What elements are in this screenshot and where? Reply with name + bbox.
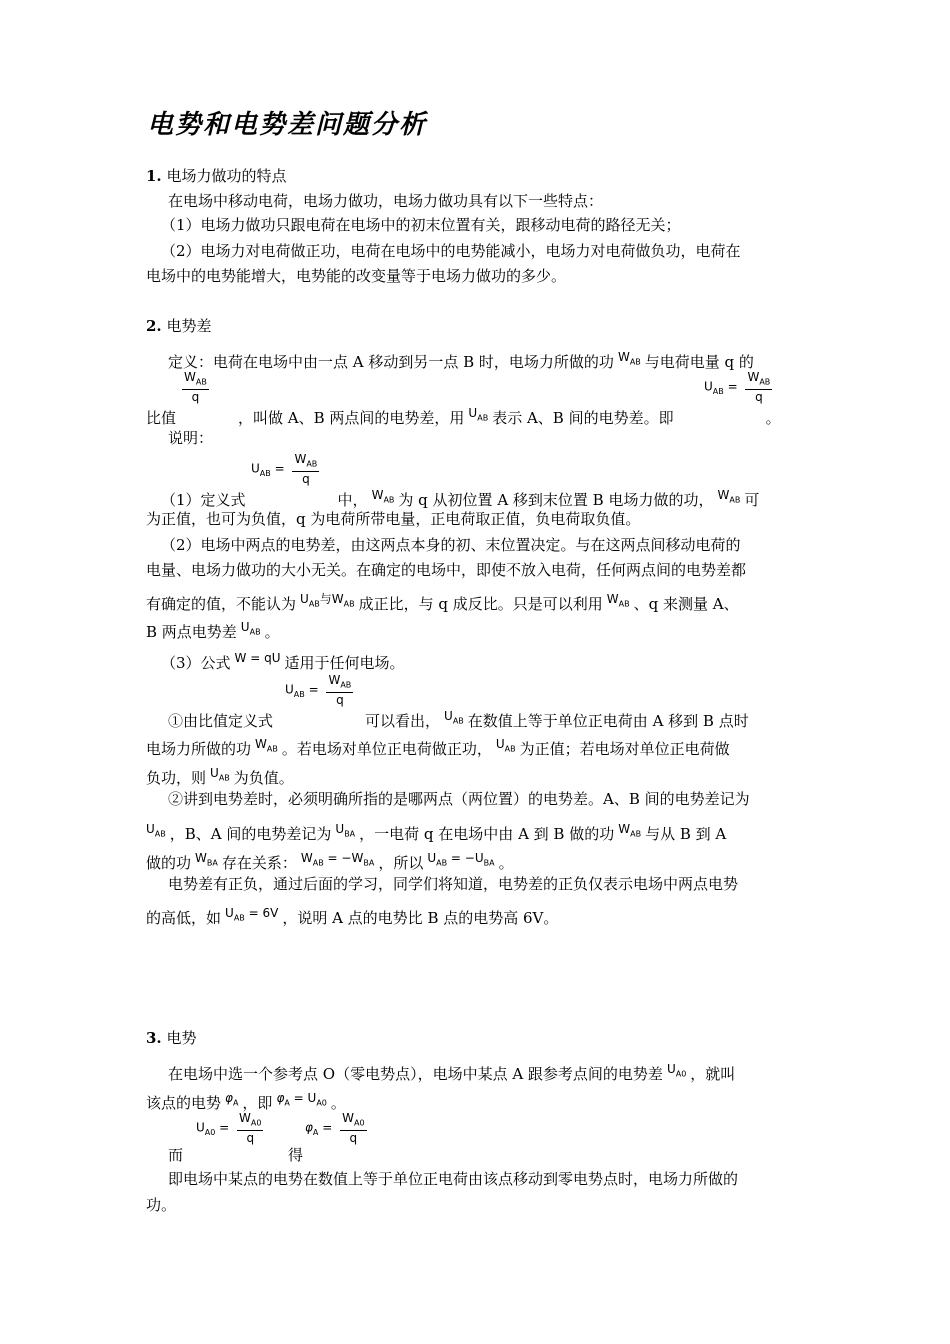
section-number: 2. <box>146 317 162 335</box>
text: 。 <box>498 854 514 872</box>
paragraph: （2）电场力对电荷做正功，电荷在电场中的电势能减小，电场力对电荷做负功，电荷在 <box>161 242 741 260</box>
math-u-ab: UAB <box>468 406 489 423</box>
math-u-ab: UAB <box>240 620 261 637</box>
text: 。 <box>330 1094 346 1112</box>
text: 为正值；若电场对单位正电荷做 <box>519 740 730 758</box>
formula-u-ab-definition: $U_{AB}$ = $\frac{W_{AB}}{q}$ <box>285 673 352 708</box>
connector-word: 得 <box>288 1146 304 1164</box>
explanation-line <box>146 614 810 645</box>
text: 、q 来测量 A、 <box>633 595 739 613</box>
section-number: 3. <box>146 1029 162 1047</box>
math-w-ab: WAB <box>371 488 395 505</box>
text: 与电荷电量 q 的 <box>644 353 754 371</box>
text: 可 <box>744 491 760 509</box>
explanation-line: 电量、电场力做功的大小无关。在确定的电场中，即使不放入电荷，任何两点间的电势差都 <box>146 561 747 579</box>
text: （1）定义式 <box>161 491 246 509</box>
math-u-ab-equals-6v: UAB = 6V <box>225 906 279 923</box>
math-phi-a: φA <box>225 1091 239 1108</box>
text: 负功，则 <box>146 769 207 787</box>
explanation-line: 为正值，也可为负值，q 为电荷所带电量，正电荷取正值，负电荷取负值。 <box>146 510 641 528</box>
text: 。若电场对单位正电荷做正功， <box>281 740 492 758</box>
note-label: 说明： <box>168 429 214 447</box>
explanation-line <box>146 816 810 847</box>
connector-word: 而 <box>168 1146 184 1164</box>
text: ，叫做 A、B 两点间的电势差，用 <box>238 409 465 427</box>
text: 存在关系： <box>221 854 297 872</box>
section-number: 1. <box>146 167 162 185</box>
text: 有确定的值，不能认为 <box>146 595 297 613</box>
text: 在电场中选一个参考点 O（零电势点），电场中某点 A 跟参考点间的电势差 <box>168 1065 663 1083</box>
math-w-ba: WBA <box>195 851 218 868</box>
text: ，一电荷 q 在电场中由 A 到 B 做的功 <box>359 825 615 843</box>
math-w-ab-equals-neg-w-ba: WAB = −WBA <box>300 851 375 868</box>
paragraph: 在电场中移动电荷，电场力做功，电场力做功具有以下一些特点： <box>168 192 604 210</box>
formula-u-a0: $U_{A0}$ = $\frac{W_{A0}}{q}$ <box>196 1111 262 1146</box>
paragraph <box>168 1056 832 1087</box>
math-u-ab-equals-neg-u-ba: UAB = −UBA <box>427 851 495 868</box>
text: 表示 A、B 间的电势差。即 <box>492 409 674 427</box>
explanation-line: ②讲到电势差时，必须明确所指的是哪两点（两位置）的电势差。A、B 间的电势差记为 <box>168 790 750 808</box>
paragraph: 电势差有正负，通过后面的学习，同学们将知道，电势差的正负仅表示电场中两点电势 <box>168 875 739 893</box>
text: 中， <box>337 491 368 509</box>
page-title: 电势和电势差问题分析 <box>147 110 428 140</box>
text: 可以看出， <box>365 712 441 730</box>
explanation-line: （2）电场中两点的电势差，由这两点本身的初、末位置决定。与在这两点间移动电荷的 <box>161 536 741 554</box>
text: 成正比，与 q 成反比。只是可以利用 <box>358 595 603 613</box>
text: 比值 <box>146 409 177 427</box>
math-u-ab: UAB <box>495 737 516 754</box>
paragraph: 功。 <box>146 1196 177 1214</box>
text: 为负值。 <box>233 769 294 787</box>
math-w-equals-qu: W = qU <box>234 651 281 665</box>
text: 适用于任何电场。 <box>284 654 405 672</box>
text: 定义：电荷在电场中由一点 A 移动到另一点 B 时，电场力所做的功 <box>168 353 614 371</box>
math-u-ab: UAB <box>146 822 166 839</box>
text: ，就叫 <box>690 1065 736 1083</box>
text: ，B、A 间的电势差记为 <box>169 825 332 843</box>
text: 在数值上等于单位正电荷由 A 移到 B 点时 <box>467 712 749 730</box>
text: （3）公式 <box>161 654 231 672</box>
formula-w-over-q: $\frac{W_{AB}}{q}$ <box>184 370 207 405</box>
text: 的高低，如 <box>146 909 222 927</box>
explanation-line <box>146 731 810 762</box>
section-2-heading <box>146 313 810 339</box>
math-u-a0: UA0 <box>666 1062 687 1079</box>
text: 做的功 <box>146 854 192 872</box>
text: 。 <box>765 409 781 427</box>
math-u-ba: UBA <box>335 822 356 839</box>
math-u-ab: UAB <box>444 709 464 726</box>
explanation-line <box>168 703 832 734</box>
section-title: 电势 <box>166 1029 197 1047</box>
text: ，说明 A 点的电势比 B 点的电势高 6V。 <box>282 909 559 927</box>
text: ，所以 <box>378 854 424 872</box>
section-3-heading <box>146 1025 810 1051</box>
text: 为 q 从初位置 A 移到末位置 B 电场力做的功， <box>398 491 714 509</box>
text: 该点的电势 <box>146 1094 222 1112</box>
formula-u-ab-definition: $U_{AB}$ = $\frac{W_{AB}}{q}$ <box>251 452 318 487</box>
math-phi-a-equals-u-a0: φA = UA0 <box>276 1091 327 1108</box>
section-title: 电场力做功的特点 <box>166 167 287 185</box>
text: 与从 B 到 A <box>645 825 727 843</box>
text: ，即 <box>242 1094 273 1112</box>
paragraph: 电场中的电势能增大，电势能的改变量等于电场力做功的多少。 <box>146 267 567 285</box>
math-w-ab: WAB <box>717 488 741 505</box>
section-1-heading <box>146 163 810 189</box>
math-w-ab: WAB <box>618 822 642 839</box>
formula-phi-a: $\varphi_A$ = $\frac{W_{A0}}{q}$ <box>305 1111 365 1146</box>
math-w-ab: WAB <box>617 350 641 367</box>
text: 。 <box>264 623 280 641</box>
paragraph: 即电场中某点的电势在数值上等于单位正电荷由该点移动到零电势点时，电场力所做的 <box>168 1170 739 1188</box>
math-w-ab: WAB <box>255 737 278 754</box>
math-u-ab-and-w-ab: UAB与WAB <box>300 592 355 609</box>
explanation-line <box>161 645 825 676</box>
text: B 两点电势差 <box>146 623 237 641</box>
math-w-ab: WAB <box>606 592 630 609</box>
paragraph <box>146 900 810 931</box>
paragraph: （1）电场力做功只跟电荷在电场中的初末位置有关，跟移动电荷的路径无关； <box>161 216 681 234</box>
text: 电场力所做的功 <box>146 740 252 758</box>
text: ①由比值定义式 <box>168 712 274 730</box>
math-u-ab: UAB <box>210 766 230 783</box>
explanation-line <box>146 586 810 617</box>
section-title: 电势差 <box>166 317 212 335</box>
formula-u-ab-definition: $U_{AB}$ = $\frac{W_{AB}}{q}$ <box>704 370 771 405</box>
